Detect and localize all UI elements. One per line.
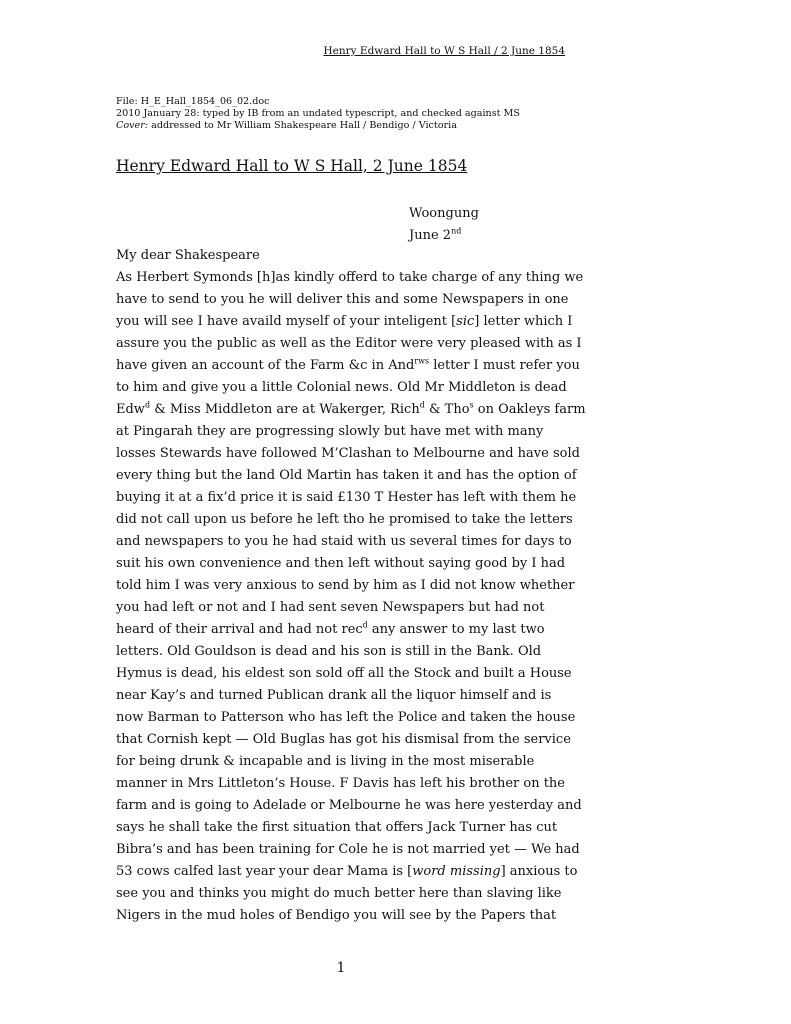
cover-line: [116, 120, 520, 132]
superscript-abbrev: s: [469, 400, 474, 410]
text-segment: ] letter which I: [474, 314, 573, 329]
body-line: [116, 531, 676, 553]
body-line: [116, 773, 676, 795]
text-segment: for being drunk & incapable and is living in the most miserable: [116, 754, 535, 769]
body-line: [116, 641, 676, 663]
body-line: [116, 355, 676, 377]
text-segment: told him I was very anxious to send by him as I did not know whether: [116, 578, 575, 593]
text-segment: now Barman to Patterson who has left the Police and taken the house: [116, 710, 576, 725]
text-segment: you had left or not and I had sent seven Newspapers but had not: [116, 600, 545, 615]
text-segment: Bibra’s and has been training for Cole he is not married yet — We had: [116, 842, 580, 857]
superscript-abbrev: d: [362, 620, 368, 630]
text-segment: Hymus is dead, his eldest son sold off all the Stock and built a House: [116, 666, 572, 681]
text-segment: and newspapers to you he had staid with us several times for days to: [116, 534, 572, 549]
text-segment: suit his own convenience and then left without saying good by I had: [116, 556, 566, 571]
text-segment: assure you the public as well as the Editor were very pleased with as I: [116, 336, 582, 351]
body-line: [116, 553, 676, 575]
typed-note-line: 2010 January 28: typed by IB from an undated typescript, and checked against MS: [116, 108, 520, 119]
date-main: June 2: [409, 228, 452, 243]
letter-date: [409, 225, 479, 247]
salutation: My dear Shakespeare: [116, 248, 260, 263]
letter-title: Henry Edward Hall to W S Hall, 2 June 1854: [116, 157, 468, 175]
text-segment: As Herbert Symonds [h]as kindly offerd to take charge of any thing we: [116, 270, 584, 285]
body-line: [116, 883, 676, 905]
text-segment: that Cornish kept — Old Buglas has got his dismisal from the service: [116, 732, 571, 747]
superscript-abbrev: d: [419, 400, 425, 410]
letter-body-lines: [116, 267, 676, 927]
text-segment: losses Stewards have followed M’Clashan to Melbourne and have sold: [116, 446, 580, 461]
text-segment: at Pingarah they are progressing slowly but have met with many: [116, 424, 544, 439]
text-segment: did not call upon us before he left tho he promised to take the letters: [116, 512, 573, 527]
text-segment: Nigers in the mud holes of Bendigo you will see by the Papers that: [116, 908, 557, 923]
letter-body: [116, 245, 676, 927]
body-line: [116, 751, 676, 773]
body-line: [116, 817, 676, 839]
body-line: [116, 707, 676, 729]
cover-label: Cover:: [116, 120, 149, 131]
text-segment: every thing but the land Old Martin has taken it and has the option of: [116, 468, 577, 483]
body-line: [116, 443, 676, 465]
text-segment: near Kay’s and turned Publican drank all the liquor himself and is: [116, 688, 552, 703]
text-segment: letters. Old Gouldson is dead and his son is still in the Bank. Old: [116, 644, 542, 659]
text-segment: Edw: [116, 402, 145, 417]
body-line: [116, 333, 676, 355]
body-line: [116, 729, 676, 751]
text-segment: have given an account of the Farm &c in And: [116, 358, 415, 373]
text-segment: see you and thinks you might do much better here than slaving like: [116, 886, 562, 901]
text-segment: manner in Mrs Littleton’s House. F Davis has left his brother on the: [116, 776, 566, 791]
text-segment: you will see I have availd myself of your inteligent [: [116, 314, 457, 329]
editorial-italic: word missing: [412, 864, 501, 879]
body-line: [116, 575, 676, 597]
superscript-abbrev: d: [144, 400, 151, 410]
text-segment: heard of their arrival and had not rec: [116, 622, 363, 637]
text-segment: ] anxious to: [500, 864, 578, 879]
body-line: [116, 267, 676, 289]
body-line: [116, 421, 676, 443]
file-metadata: [116, 96, 520, 132]
text-segment: on Oakleys farm: [473, 402, 586, 417]
text-segment: buying it at a fix’d price it is said £130 T Hester has left with them he: [116, 490, 577, 505]
text-segment: farm and is going to Adelade or Melbourne he was here yesterday and: [116, 798, 582, 813]
body-line: [116, 509, 676, 531]
body-line: [116, 487, 676, 509]
body-line: [116, 465, 676, 487]
body-line: [116, 905, 676, 927]
text-segment: & Tho: [424, 402, 470, 417]
page-number: 1: [336, 960, 346, 976]
body-line: [116, 399, 676, 421]
file-name-line: File: H_E_Hall_1854_06_02.doc: [116, 96, 270, 107]
cover-text: addressed to Mr William Shakespeare Hall / Bendigo / Victoria: [148, 120, 457, 131]
text-segment: have to send to you he will deliver this and some Newspapers in one: [116, 292, 569, 307]
letter-heading: [409, 203, 479, 247]
running-header: Henry Edward Hall to W S Hall / 2 June 1854: [323, 45, 565, 57]
text-segment: letter I must refer you: [429, 358, 580, 373]
body-line: [116, 289, 676, 311]
superscript-abbrev: rws: [414, 356, 430, 366]
text-segment: says he shall take the first situation that offers Jack Turner has cut: [116, 820, 558, 835]
body-line: [116, 377, 676, 399]
body-line: [116, 311, 676, 333]
body-line: [116, 795, 676, 817]
text-segment: any answer to my last two: [367, 622, 545, 637]
text-segment: 53 cows calfed last year your dear Mama is [: [116, 864, 413, 879]
body-line: [116, 861, 676, 883]
body-line: [116, 685, 676, 707]
body-line: [116, 663, 676, 685]
body-line: [116, 839, 676, 861]
body-line: [116, 597, 676, 619]
date-suffix: nd: [451, 226, 462, 236]
text-segment: to him and give you a little Colonial news. Old Mr Middleton is dead: [116, 380, 567, 395]
text-segment: & Miss Middleton are at Wakerger, Rich: [150, 402, 420, 417]
letter-place: Woongung: [409, 206, 479, 221]
editorial-italic: sic: [456, 314, 475, 329]
body-line: [116, 619, 676, 641]
